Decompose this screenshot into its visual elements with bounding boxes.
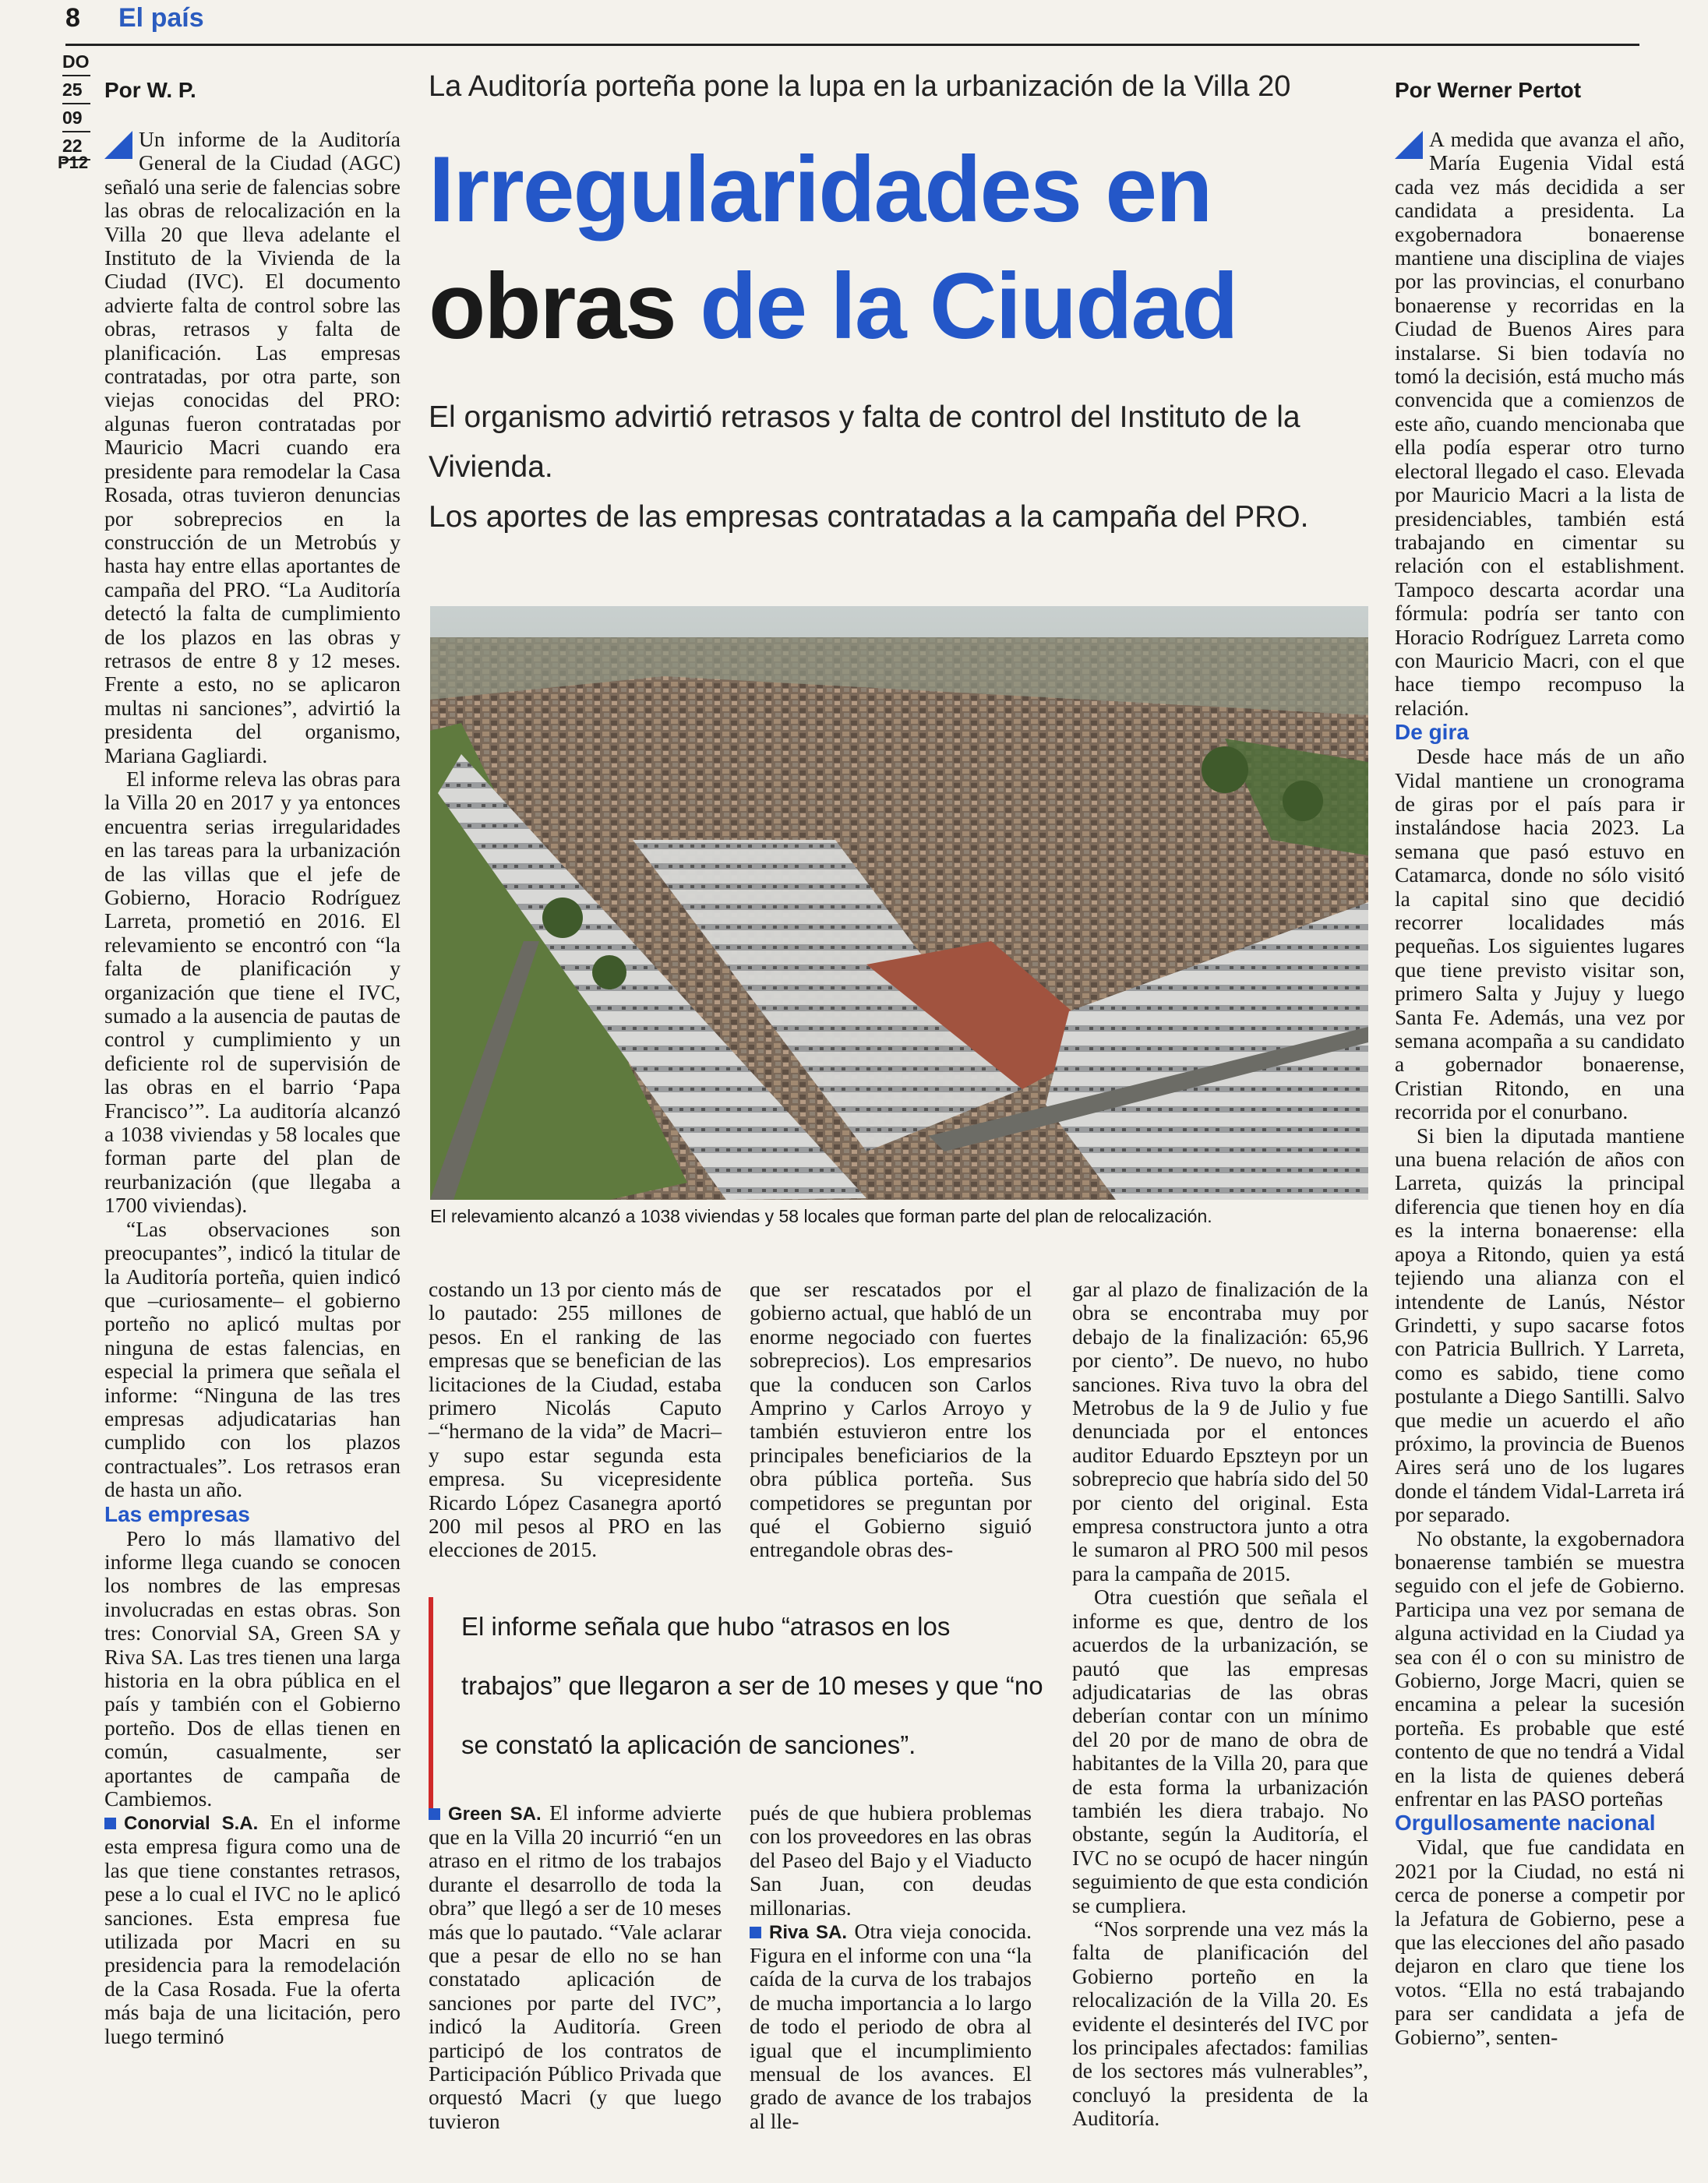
headline-line-1: Irregularidades en xyxy=(429,137,1212,242)
date-day-name: DO xyxy=(62,48,90,76)
date-month: 09 xyxy=(62,104,90,132)
photo-caption: El relevamiento alcanzó a 1038 viviendas y 58 locales que forman parte del plan de relocalización. xyxy=(430,1206,1212,1226)
subtitle xyxy=(429,393,1340,542)
paragraph: que ser rescatados por el gobierno actual, que habló de un enorme negociado con fuertes sobreprecios). Los empresarios que la conducen son Carlos Amprino y Carlos Arroyo y también estuvieron entre los principales beneficiarios de la obra pública porteña. Sus competidores se preguntan por qué el Gobierno siguió entregandole obras des- xyxy=(750,1277,1032,1562)
subtitle-line-2: Los aportes de las empresas contratadas a la campaña del PRO. xyxy=(429,500,1309,534)
subtitle-line-1: El organismo advirtió retrasos y falta de control del Instituto de la Vivienda. xyxy=(429,400,1300,484)
subhead-orgullosamente-nacional: Orgullosamente nacional xyxy=(1395,1811,1656,1836)
lead-riva: Riva SA. xyxy=(769,1922,848,1944)
aerial-photo xyxy=(430,606,1368,1200)
byline-right: Por Werner Pertot xyxy=(1395,78,1582,102)
right-story-column xyxy=(1395,128,1685,2049)
paragraph: Otra cuestión que señala el informe es que, dentro de los acuerdos de la urbanización, se pautó que las empresas adjudicatarias de las obras deberían contar con un mínimo del 20 por de mano de obra de habitantes de la Villa 20, para que de esta forma la urbanización también les diera trabajo. No obstante, según la Auditoría, el IVC no se ocupó de hacer ningún seguimiento de que esta condición se cumpliera. xyxy=(1072,1585,1368,1917)
date-box xyxy=(62,48,90,160)
subhead-empresas: Las empresas xyxy=(104,1501,250,1526)
byline-left: Por W. P. xyxy=(104,78,196,102)
left-story-column-2-bottom xyxy=(429,1801,722,2133)
date-year: 22 xyxy=(62,132,90,160)
left-story-column-3-bottom xyxy=(750,1801,1032,2133)
paragraph: pués de que hubiera problemas con los proveedores en las obras del Paseo del Bajo y el Viaducto San Juan, con deudas millonarias. xyxy=(750,1800,1032,1920)
kicker: La Auditoría porteña pone la lupa en la urbanización de la Villa 20 xyxy=(429,70,1291,103)
paragraph: Riva SA. Otra vieja conocida. Figura en el informe con una “la caída de la curva de los trabajos de mucha importancia a lo largo de todo el periodo de obra al igual que el incumplimiento mensual de los avances. El grado de avance de los trabajos al lle- xyxy=(750,1919,1032,2133)
headline-line-2-blue: de la Ciudad xyxy=(700,254,1237,358)
paragraph: Si bien la diputada mantiene una buena relación de años con Larreta, quizás la principal diferencia que tienen hoy en día es la interna bonaerense: ella apoya a Ritondo, quien ya está tejiendo una alianza con el intendente de Lanús, Néstor Grindetti, y supo sacarse fotos con Patricia Bullrich. Y Larreta, como es sabido, tiene como postulante a Diego Santilli. Salvo que medie un acuerdo el año próximo, la provincia de Buenos Aires será uno de los lugares donde el tándem Vidal-Larreta irá por separado. xyxy=(1395,1123,1685,1527)
left-story-column-1 xyxy=(104,128,401,2048)
paragraph: “Las observaciones son preocupantes”, indicó la titular de la Auditoría porteña, quien indicó que –curiosamente– el gobierno porteño no aplicó multas por ninguna de estas falencias, en especial la primera que señala el informe: “Ninguna de las tres empresas adjudicatarias han cumplido con los plazos contractuales”. Los retrasos eran de hasta un año. xyxy=(104,1216,401,1502)
headline xyxy=(429,131,1364,365)
paragraph: gar al plazo de finalización de la obra se encontraba muy por debajo de la finalización: 65,96 por ciento”. De nuevo, no hubo sanciones. Riva tuvo la obra del Metrobus de la 9 de Julio y fue denunciada por el entonces auditor Eduardo Epszteyn por un sobreprecio que habría sido del 50 por ciento del original. Esta empresa constructora junto a otra le sumaron al PRO 500 mil pesos para la campaña de 2015. xyxy=(1072,1277,1368,1585)
section-title: El país xyxy=(118,3,204,33)
bullet-square-icon xyxy=(750,1927,761,1938)
paragraph: Vidal, que fue candidata en 2021 por la Ciudad, no está ni cerca de ponerse a competir por la Jefatura de Gobierno, pese a que las elecciones del año pasado dejaron en claro que tiene los votos. “Ella no está trabajando para ser candidata a jefa de Gobierno”, senten- xyxy=(1395,1835,1685,2049)
lead-green: Green SA. xyxy=(448,1804,542,1825)
left-story-column-3-top xyxy=(750,1278,1032,1562)
date-day: 25 xyxy=(62,76,90,104)
page-number: 8 xyxy=(65,3,80,33)
left-story-column-2-top xyxy=(429,1278,722,1562)
lead-triangle-icon xyxy=(1395,131,1423,159)
pull-quote: El informe señala que hubo “atrasos en los trabajos” que llegaron a ser de 10 meses y que “no se constató la aplicación de sanciones”. xyxy=(429,1597,1044,1815)
page-header xyxy=(65,0,1639,46)
paragraph: Un informe de la Auditoría General de la Ciudad (AGC) señaló una serie de falencias sobre las obras de relocalización en la Villa 20 que lleva adelante el Instituto de la Vivienda de la Ciudad (IVC). El documento advierte falta de control sobre las obras, retrasos y falta de planificación. Las empresas contratadas, por otra parte, son viejas conocidas del PRO: algunas fueron contratadas por Mauricio Macri cuando era presidente para remodelar la Casa Rosada, otras tuvieron denuncias por sobreprecios en la construcción de un Metrobús y hasta hay entre ellas aportantes de campaña del PRO. “La Auditoría detectó la falta de cumplimiento de los plazos en las obras y retrasos de entre 8 y 12 meses. Frente a esto, no se aplicaron multas ni sanciones”, advirtió la presidenta del organismo, Mariana Gagliardi. xyxy=(104,127,401,767)
paragraph: El informe releva las obras para la Villa 20 en 2017 y ya entonces encuentra serias irregularidades en las tareas para la urbanización de las villas que el jefe de Gobierno, Horacio Rodríguez Larreta, prometió en 2016. El relevamiento se encontró con “la falta de planificación y organización que tiene el IVC, sumado a la ausencia de pautas de control y cumplimiento y un deficiente rol de supervisión de las obras en el barrio ‘Papa Francisco’”. La auditoría alcanzó a 1038 viviendas y 58 locales que forman parte del plan de reurbanización (que llegaba a 1700 viviendas). xyxy=(104,766,401,1218)
bullet-square-icon xyxy=(104,1818,116,1829)
lead-triangle-icon xyxy=(104,131,132,159)
headline-line-2-black: obras xyxy=(429,254,676,358)
subhead-de-gira: De gira xyxy=(1395,720,1469,745)
paragraph: Desde hace más de un año Vidal mantiene un cronograma de giras por el país para ir instalándose hacia 2023. La semana que pasó estuvo en Catamarca, donde no sólo visitó la capital sino que decidió recorrer localidades más pequeñas. Los siguientes lugares que tiene previsto visitar son, primero Salta y Jujuy y luego Santa Fe. Además, una vez por semana acompaña a su candidato a gobernador bonaerense, Cristian Ritondo, en una recorrida por el conurbano. xyxy=(1395,744,1685,1124)
paragraph: costando un 13 por ciento más de lo pautado: 255 millones de pesos. En el ranking de las empresas que se benefician de las licitaciones de la Ciudad, estaba primero Nicolás Caputo –“hermano de la vida” de Macri– y supo estar segunda esta empresa. Su vicepresidente Ricardo López Casanegra aportó 200 mil pesos al PRO en las elecciones de 2015. xyxy=(429,1277,722,1562)
paragraph: Pero lo más llamativo del informe llega cuando se conocen los nombres de las empresas involucradas en estas obras. Son tres: Conorvial SA, Green SA y Riva SA. Las tres tienen una larga historia en la obra pública en el país y también con el Gobierno porteño. Dos de ellas tienen en común, casualmente, ser aportantes de campaña de Cambiemos. xyxy=(104,1525,401,1811)
bullet-square-icon xyxy=(429,1808,440,1820)
paragraph: A medida que avanza el año, María Eugenia Vidal está cada vez más decidida a ser candidata a presidenta. La exgobernadora bonaerense mantiene una disciplina de viajes por las provincias, el conurbano bonaerense y recorridas en la Ciudad de Buenos Aires para instalarse. Si bien todavía no tomó la decisión, está mucho más convencida que a comienzos de este año, cuando mencionaba que ella podía esperar otro turno electoral llegado el caso. Elevada por Mauricio Macri a la lista de presidenciables, también está trabajando en cimentar su relación con el establishment. Tampoco descarta acordar una fórmula: podría ser tanto con Horacio Rodríguez Larreta como con Mauricio Macri, con el que hace tiempo recompuso la relación. xyxy=(1395,127,1685,720)
lead-conorvial: Conorvial S.A. xyxy=(124,1813,259,1835)
brand-logo: P12 xyxy=(58,153,89,172)
left-story-column-4 xyxy=(1072,1278,1368,2131)
paragraph: Green SA. El informe advierte que en la Villa 20 incurrió “en un atraso en el ritmo de los trabajos durante el desarrollo de toda la obra” que llegó a ser de 10 meses más que lo pautado. “Vale aclarar que a pesar de ello no se han constatado aplicación de sanciones por parte del IVC”, indicó la Auditoría. Green participó de los contratos de Participación Público Privada que orquestó Macri (y que luego tuvieron xyxy=(429,1800,722,2133)
paragraph: “Nos sorprende una vez más la falta de planificación del Gobierno porteño en la relocalización de la Villa 20. Es evidente el desinterés del IVC por los principales afectados: familias de los sectores más vulnerables”, concluyó la presidenta de la Auditoría. xyxy=(1072,1916,1368,2131)
paragraph: Conorvial S.A. En el informe esta empresa figura como una de las que tiene constantes retrasos, pese a lo cual el IVC no le aplicó sanciones. Esta empresa fue utilizada por Macri en su presidencia para la remodelación de la Casa Rosada. Fue la oferta más baja de una licitación, pero luego terminó xyxy=(104,1810,401,2048)
paragraph: No obstante, la exgobernadora bonaerense también se muestra seguido con el jefe de Gobierno. Participa una vez por semana de alguna actividad en la Ciudad ya sea con él o con su ministro de Gobierno, Jorge Macri, quien se encamina a pelear la sucesión porteña. Es probable que esté contento de que no tendrá a Vidal en la lista de quienes deberá enfrentar en las PASO porteñas xyxy=(1395,1525,1685,1811)
